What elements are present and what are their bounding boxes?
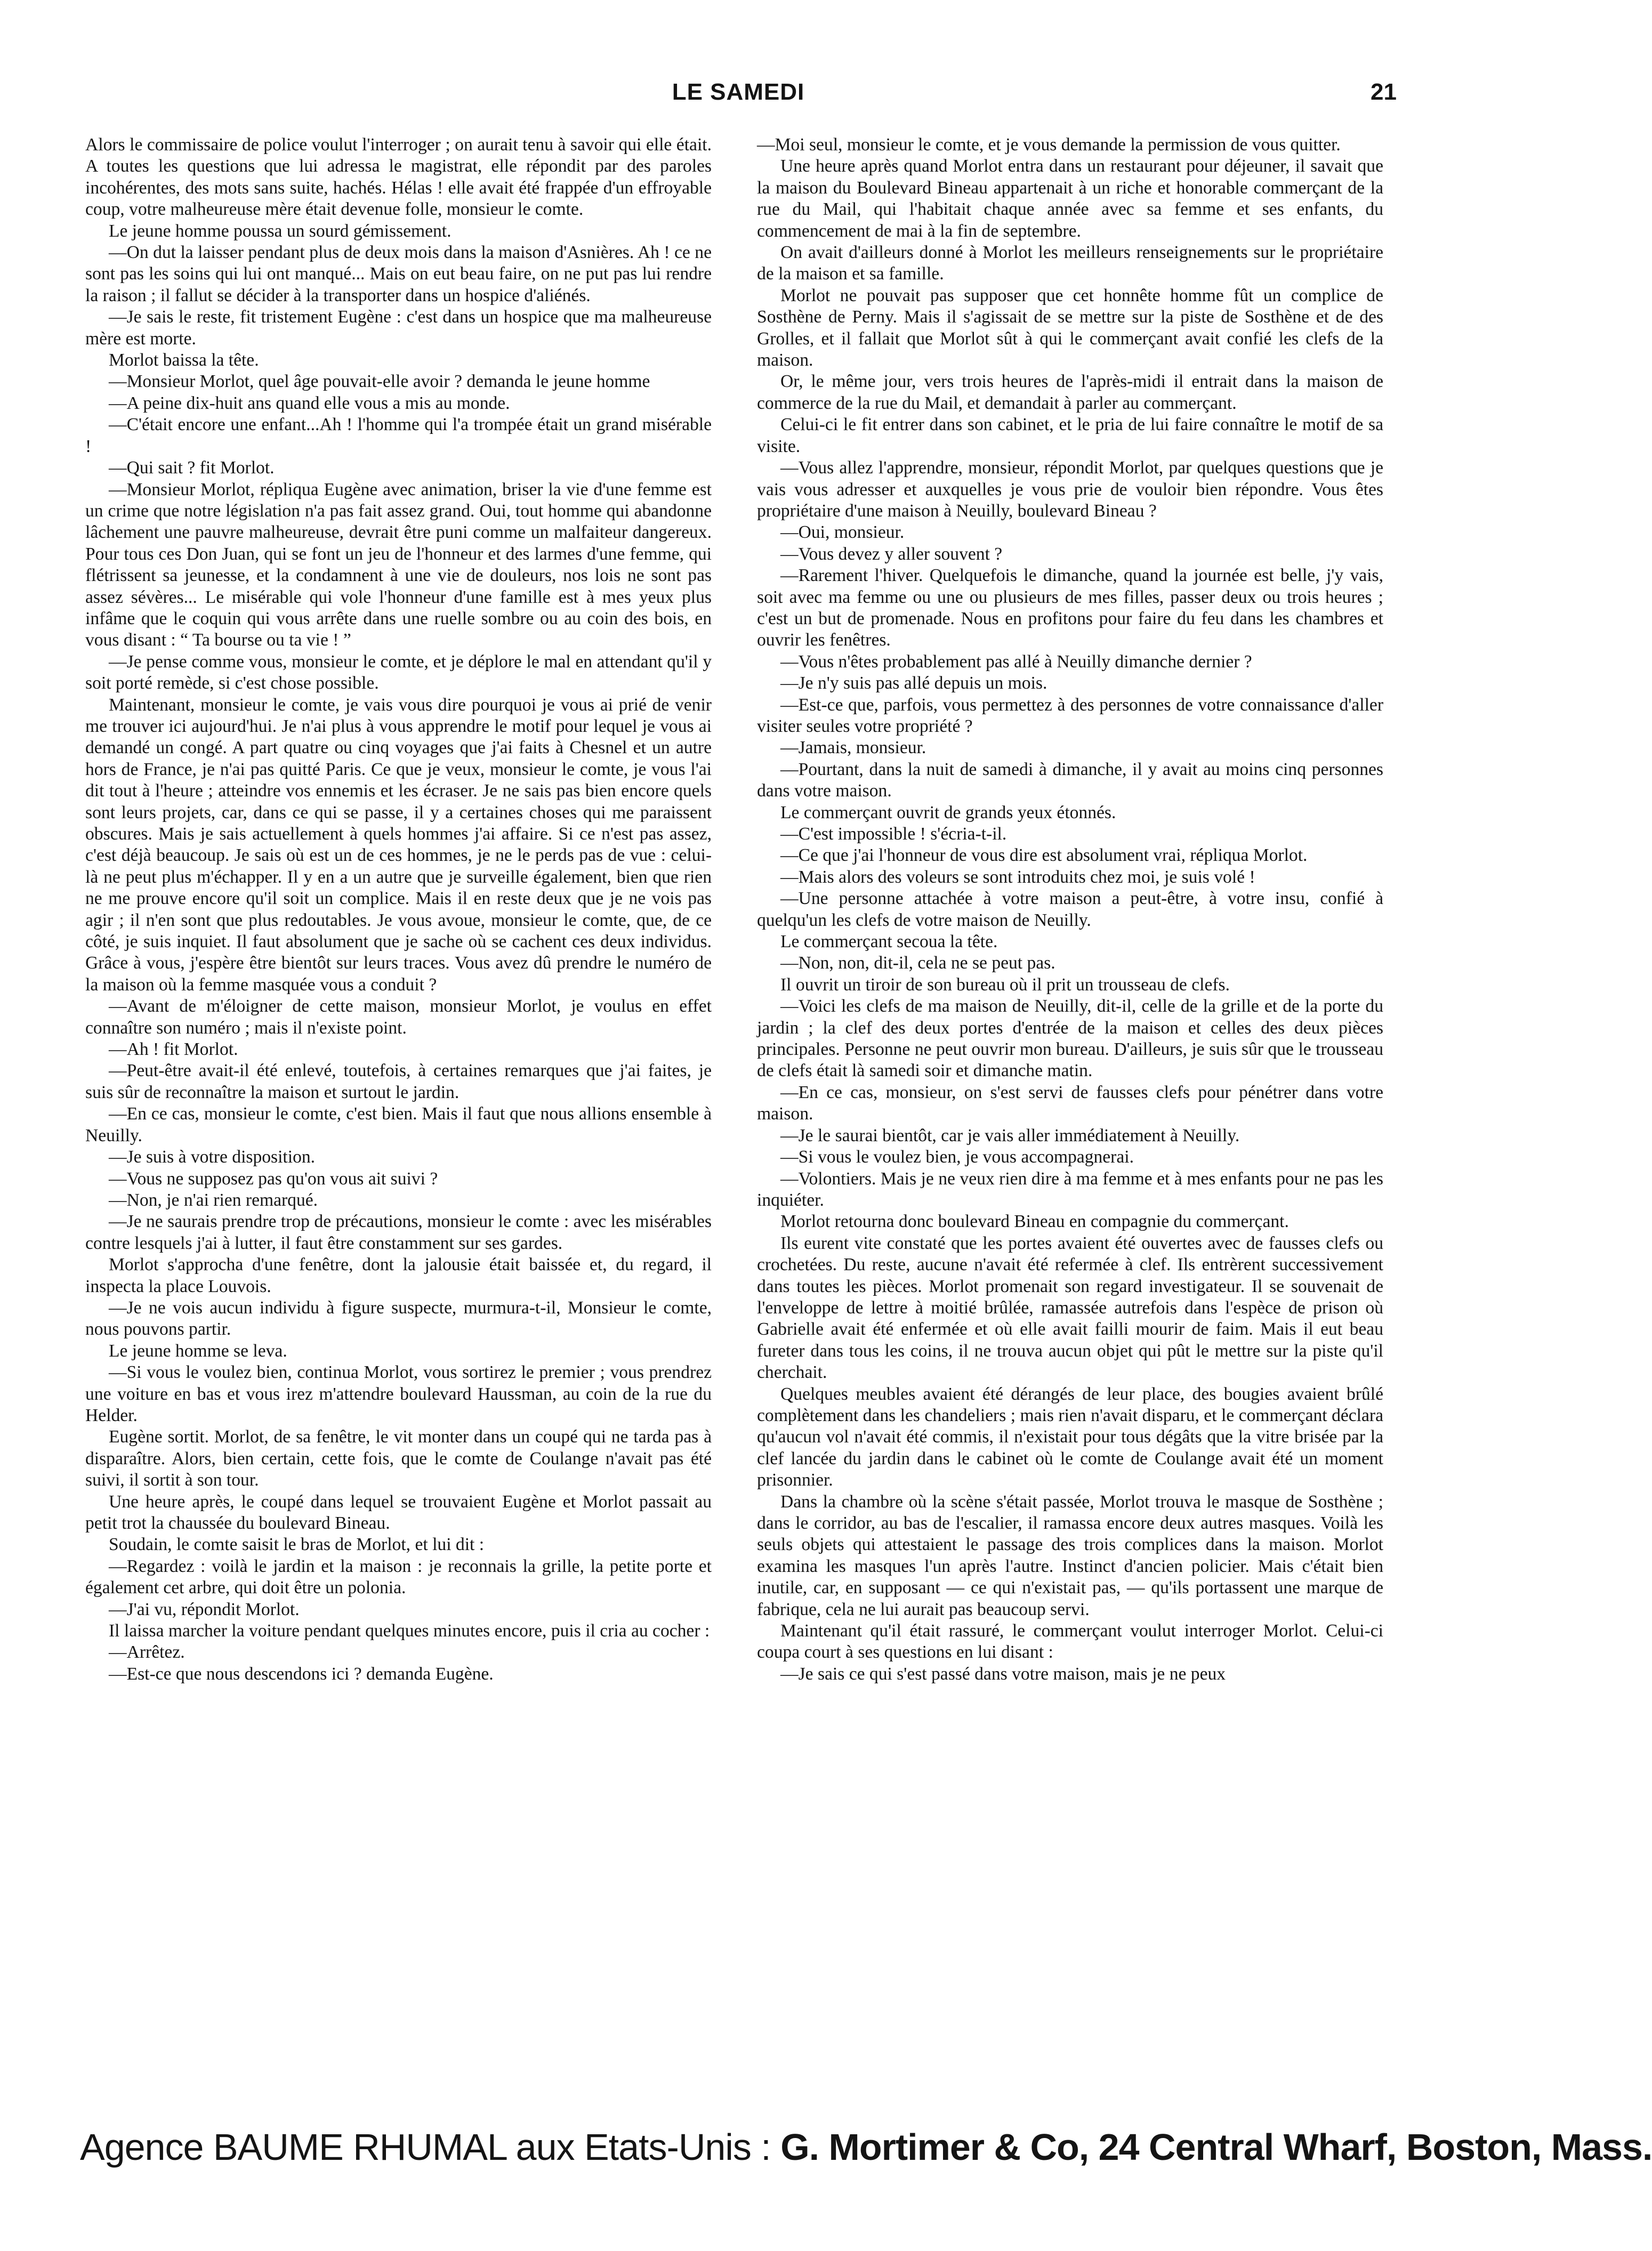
paragraph: —C'est impossible ! s'écria-t-il. [780, 824, 1007, 844]
paragraph: —Je pense comme vous, monsieur le comte, et je déplore le mal en attendant qu'il y soit porté remède, si c'est chose possible. [85, 651, 712, 693]
paragraph: Morlot s'approcha d'une fenêtre, dont la jalousie était baissée et, du regard, il inspecta la place Louvois. [85, 1255, 712, 1296]
paragraph: Une heure après quand Morlot entra dans un restaurant pour déjeuner, il savait que la maison du Boulevard Bineau appartenait à un riche et honorable commerçant de la rue du Mail, qui l'habitait chaque année avec sa femme et ses enfants, du commencement de mai à la fin de septembre. [757, 156, 1383, 241]
paragraph: —Rarement l'hiver. Quelquefois le dimanche, quand la journée est belle, j'y vais, soit avec ma femme ou une ou plusieurs de mes filles, passer deux ou trois heures ; c'est un but de promenade. Nous en profitons pour faire du feu dans les chambres et ouvrir les fenêtres. [757, 566, 1383, 650]
paragraph: Le commerçant secoua la tête. [780, 932, 998, 952]
left-column [85, 134, 712, 1685]
paragraph: —Vous allez l'apprendre, monsieur, répondit Morlot, par quelques questions que je vais vous adresser et auxquelles je vous prie de vouloir bien répondre. Vous êtes propriétaire d'une maison à Neuilly, boulevard Bineau ? [757, 458, 1383, 521]
paragraph: —On dut la laisser pendant plus de deux mois dans la maison d'Asnières. Ah ! ce ne sont pas les soins qui lui ont manqué... Mais on eut beau faire, on ne put pas lui rendre la raison ; il fallut se décider à la transporter dans un hospice d'aliénés. [85, 243, 712, 305]
ad-address: G. Mortimer & Co, 24 Central Wharf, Boston, Mass. [780, 2126, 1652, 2168]
paragraph: —Mais alors des voleurs se sont introduits chez moi, je suis volé ! [780, 867, 1255, 887]
paragraph: —Regardez : voilà le jardin et la maison : je reconnais la grille, la petite porte et également cet arbre, qui doit être un polonia. [85, 1556, 712, 1598]
page-header [80, 79, 1397, 116]
paragraph: Soudain, le comte saisit le bras de Morlot, et lui dit : [109, 1535, 485, 1555]
paragraph: —Si vous le voulez bien, je vous accompagnerai. [780, 1147, 1134, 1167]
paragraph: —Peut-être avait-il été enlevé, toutefois, à certaines remarques que j'ai faites, je suis sûr de reconnaître la maison et surtout le jardin. [85, 1061, 712, 1102]
paragraph: Une heure après, le coupé dans lequel se trouvaient Eugène et Morlot passait au petit trot la chaussée du boulevard Bineau. [85, 1491, 712, 1533]
paragraph: —En ce cas, monsieur le comte, c'est bien. Mais il faut que nous allions ensemble à Neuilly. [85, 1104, 712, 1145]
paragraph: Morlot ne pouvait pas supposer que cet honnête homme fût un complice de Sosthène de Perny. Mais il s'agissait de se mettre sur la piste de Sosthène et de des Grolles, et il fallait que Morlot sût à qui le commerçant avait confié les clefs de la maison. [757, 285, 1383, 370]
paragraph: —Pourtant, dans la nuit de samedi à dimanche, il y avait au moins cinq personnes dans votre maison. [757, 759, 1383, 801]
paragraph: —Qui sait ? fit Morlot. [109, 458, 275, 478]
paragraph: Le commerçant ouvrit de grands yeux étonnés. [780, 802, 1116, 822]
paragraph: Maintenant qu'il était rassuré, le commerçant voulut interroger Morlot. Celui-ci coupa court à ses questions en lui disant : [757, 1621, 1383, 1663]
paragraph: —Non, non, dit-il, cela ne se peut pas. [780, 953, 1055, 973]
paragraph: —Non, je n'ai rien remarqué. [109, 1190, 318, 1210]
paragraph: —Volontiers. Mais je ne veux rien dire à ma femme et à mes enfants pour ne pas les inquiéter. [757, 1168, 1383, 1210]
paragraph: —Une personne attachée à votre maison a peut-être, à votre insu, confié à quelqu'un les clefs de votre maison de Neuilly. [757, 889, 1383, 930]
paragraph: —En ce cas, monsieur, on s'est servi de fausses clefs pour pénétrer dans votre maison. [757, 1082, 1383, 1124]
paragraph: —Avant de m'éloigner de cette maison, monsieur Morlot, je voulus en effet connaître son numéro ; mais il n'existe point. [85, 996, 712, 1038]
paragraph: Ils eurent vite constaté que les portes avaient été ouvertes avec de fausses clefs ou crochetées. Du reste, aucune n'avait été refermée à clef. Ils entrèrent successivement dans toutes les pièces. Morlot promenait son regard investigateur. Il se souvenait de l'enveloppe de lettre à moitié brûlée, ramassée autrefois dans l'espèce de prison où Gabrielle avait été enfermée et où elle avait failli mourir de faim. Mais il eut beau fureter dans tous les coins, il ne trouva aucun objet qui pût le mettre sur la piste qu'il cherchait. [757, 1233, 1383, 1383]
paragraph: —Vous devez y aller souvent ? [780, 544, 1003, 564]
paragraph: —Je suis à votre disposition. [109, 1147, 316, 1167]
paragraph: Or, le même jour, vers trois heures de l'après-midi il entrait dans la maison de commerce de la rue du Mail, et demandait à parler au commerçant. [757, 372, 1383, 413]
ad-agency: Agence BAUME RHUMAL aux Etats-Unis : [80, 2126, 781, 2168]
paragraph: —Jamais, monsieur. [780, 738, 926, 758]
paragraph: Il ouvrit un tiroir de son bureau où il prit un trousseau de clefs. [780, 974, 1230, 995]
paragraph: Quelques meubles avaient été dérangés de leur place, des bougies avaient brûlé complètement dans les chandeliers ; mais rien n'avait disparu, et le commerçant déclara qu'aucun vol n'avait été commis, il n'existait pour tous dégâts que la vitre brisée par la clef lancée du jardin dans le cabinet où le comte de Coulange avait été un moment prisonnier. [757, 1384, 1383, 1490]
paragraph: Le jeune homme se leva. [109, 1341, 287, 1361]
right-column [757, 134, 1383, 1685]
paragraph: Eugène sortit. Morlot, de sa fenêtre, le vit monter dans un coupé qui ne tarda pas à disparaître. Alors, bien certain, cette fois, que le comte de Coulange n'avait pas été suivi, il sortit à son tour. [85, 1427, 712, 1490]
paragraph: On avait d'ailleurs donné à Morlot les meilleurs renseignements sur le propriétaire de la maison et sa famille. [757, 243, 1383, 284]
paragraph: —C'était encore une enfant...Ah ! l'homme qui l'a trompée était un grand misérable ! [85, 415, 712, 456]
paragraph: —Je n'y suis pas allé depuis un mois. [780, 673, 1047, 693]
paragraph: —Est-ce que, parfois, vous permettez à des personnes de votre connaissance d'aller visiter seules votre propriété ? [757, 695, 1383, 736]
paragraph: —Je ne saurais prendre trop de précautions, monsieur le comte : avec les misérables contre lesquels j'ai à lutter, il faut être constamment sur ses gardes. [85, 1212, 712, 1253]
paragraph: —Oui, monsieur. [780, 522, 905, 543]
paragraph: —Est-ce que nous descendons ici ? demanda Eugène. [109, 1664, 494, 1684]
paragraph: —J'ai vu, répondit Morlot. [109, 1599, 300, 1619]
paragraph: Alors le commissaire de police voulut l'interroger ; on aurait tenu à savoir qui elle était. A toutes les questions que lui adressa le magistrat, elle répondit par des paroles incohérentes, des mots sans suite, hachés. Hélas ! elle avait été frappée d'un effroyable coup, votre malheureuse mère était devenue folle, monsieur le comte. [85, 135, 712, 220]
paragraph: —Vous n'êtes probablement pas allé à Neuilly dimanche dernier ? [780, 651, 1252, 672]
paragraph: —Vous ne supposez pas qu'on vous ait suivi ? [109, 1168, 438, 1189]
paragraph: Morlot baissa la tête. [109, 350, 259, 370]
paragraph: —Je sais ce qui s'est passé dans votre maison, mais je ne peux [780, 1664, 1226, 1684]
paragraph: —Ce que j'ai l'honneur de vous dire est absolument vrai, répliqua Morlot. [780, 845, 1308, 866]
paragraph: Celui-ci le fit entrer dans son cabinet, et le pria de lui faire connaître le motif de sa visite. [757, 415, 1383, 456]
paragraph: —A peine dix-huit ans quand elle vous a mis au monde. [109, 393, 510, 413]
paragraph: Morlot retourna donc boulevard Bineau en compagnie du commerçant. [780, 1212, 1289, 1232]
page-number: 21 [1371, 79, 1397, 105]
paragraph: —Je sais le reste, fit tristement Eugène : c'est dans un hospice que ma malheureuse mère est morte. [85, 307, 712, 349]
paragraph: —Si vous le voulez bien, continua Morlot, vous sortirez le premier ; vous prendrez une voiture en bas et vous irez m'attendre boulevard Haussman, au coin de la rue du Helder. [85, 1362, 712, 1425]
journal-title: LE SAMEDI [672, 79, 805, 105]
paragraph: —Monsieur Morlot, quel âge pouvait-elle avoir ? demanda le jeune homme [109, 372, 650, 392]
footer-advertisement [80, 2126, 1652, 2168]
paragraph: —Arrêtez. [109, 1642, 185, 1663]
paragraph: —Je ne vois aucun individu à figure suspecte, murmura-t-il, Monsieur le comte, nous pouvons partir. [85, 1297, 712, 1340]
paragraph: —Ah ! fit Morlot. [109, 1039, 238, 1060]
paragraph: Dans la chambre où la scène s'était passée, Morlot trouva le masque de Sosthène ; dans le corridor, au bas de l'escalier, il ramassa encore deux autres masques. Voilà les seuls objets qui attestaient le passage des trois complices dans la maison. Morlot examina les masques l'un après l'autre. Instinct d'ancien policier. Mais c'était bien inutile, car, en supposant — ce qui n'existait pas, — qu'ils portassent une marque de fabrique, cela ne lui aurait pas beaucoup servi. [757, 1491, 1383, 1619]
paragraph: Il laissa marcher la voiture pendant quelques minutes encore, puis il cria au cocher : [109, 1621, 710, 1641]
paragraph: —Je le saurai bientôt, car je vais aller immédiatement à Neuilly. [780, 1125, 1240, 1145]
paragraph: —Moi seul, monsieur le comte, et je vous demande la permission de vous quitter. [757, 135, 1341, 155]
paragraph: Maintenant, monsieur le comte, je vais vous dire pourquoi je vous ai prié de venir me trouver ici aujourd'hui. Je n'ai plus à vous apprendre le motif pour lequel je vous ai demandé un congé. A part quatre ou cinq voyages que j'ai faits à Chesnel et un autre hors de France, je n'ai pas quitté Paris. Ce que je veux, monsieur le comte, je vous l'ai dit tout à l'heure ; atteindre vos ennemis et les écraser. Je ne sais pas bien encore quels sont leurs projets, car, dans ce qui se passe, il y a certaines choses qui me paraissent obscures. Mais je sais actuellement à quels hommes j'ai affaire. Si ce n'est pas assez, c'est déjà beaucoup. Je sais où est un de ces hommes, je ne le perds pas de vue : celui-là ne peut plus m'échapper. Il y en a un autre que je surveille également, bien que rien ne me prouve encore qu'il soit un complice. Mais il en reste deux que je ne vois pas agir ; il n'en sont que plus redoutables. Je vous avoue, monsieur le comte, que, de ce côté, je suis inquiet. Il faut absolument que je sache où se cachent ces deux individus. Grâce à vous, j'espère être bientôt sur leurs traces. Vous avez dû prendre le numéro de la maison où la femme masquée vous a conduit ? [85, 695, 712, 995]
paragraph: —Voici les clefs de ma maison de Neuilly, dit-il, celle de la grille et de la porte du jardin ; la clef des deux portes d'entrée de la maison et celles des deux pièces principales. Personne ne peut ouvrir mon bureau. D'ailleurs, je suis sûr que le trousseau de clefs était là samedi soir et dimanche matin. [757, 996, 1383, 1081]
paragraph: —Monsieur Morlot, répliqua Eugène avec animation, briser la vie d'une femme est un crime que notre législation n'a pas fait assez grand. Oui, tout homme qui abandonne lâchement une pauvre malheureuse, devrait être puni comme un malfaiteur dangereux. Pour tous ces Don Juan, qui se font un jeu de l'honneur et des larmes d'une femme, qui flétrissent sa jeunesse, et la condamnent à une vie de douleurs, nos lois ne sont pas assez sévères... Le misérable qui vole l'honneur d'une famille est à mes yeux plus infâme que le coquin qui vous arrête dans une ruelle sombre ou au coin des bois, en vous disant : “ Ta bourse ou ta vie ! ” [85, 479, 712, 650]
paragraph: Le jeune homme poussa un sourd gémissement. [109, 221, 452, 241]
